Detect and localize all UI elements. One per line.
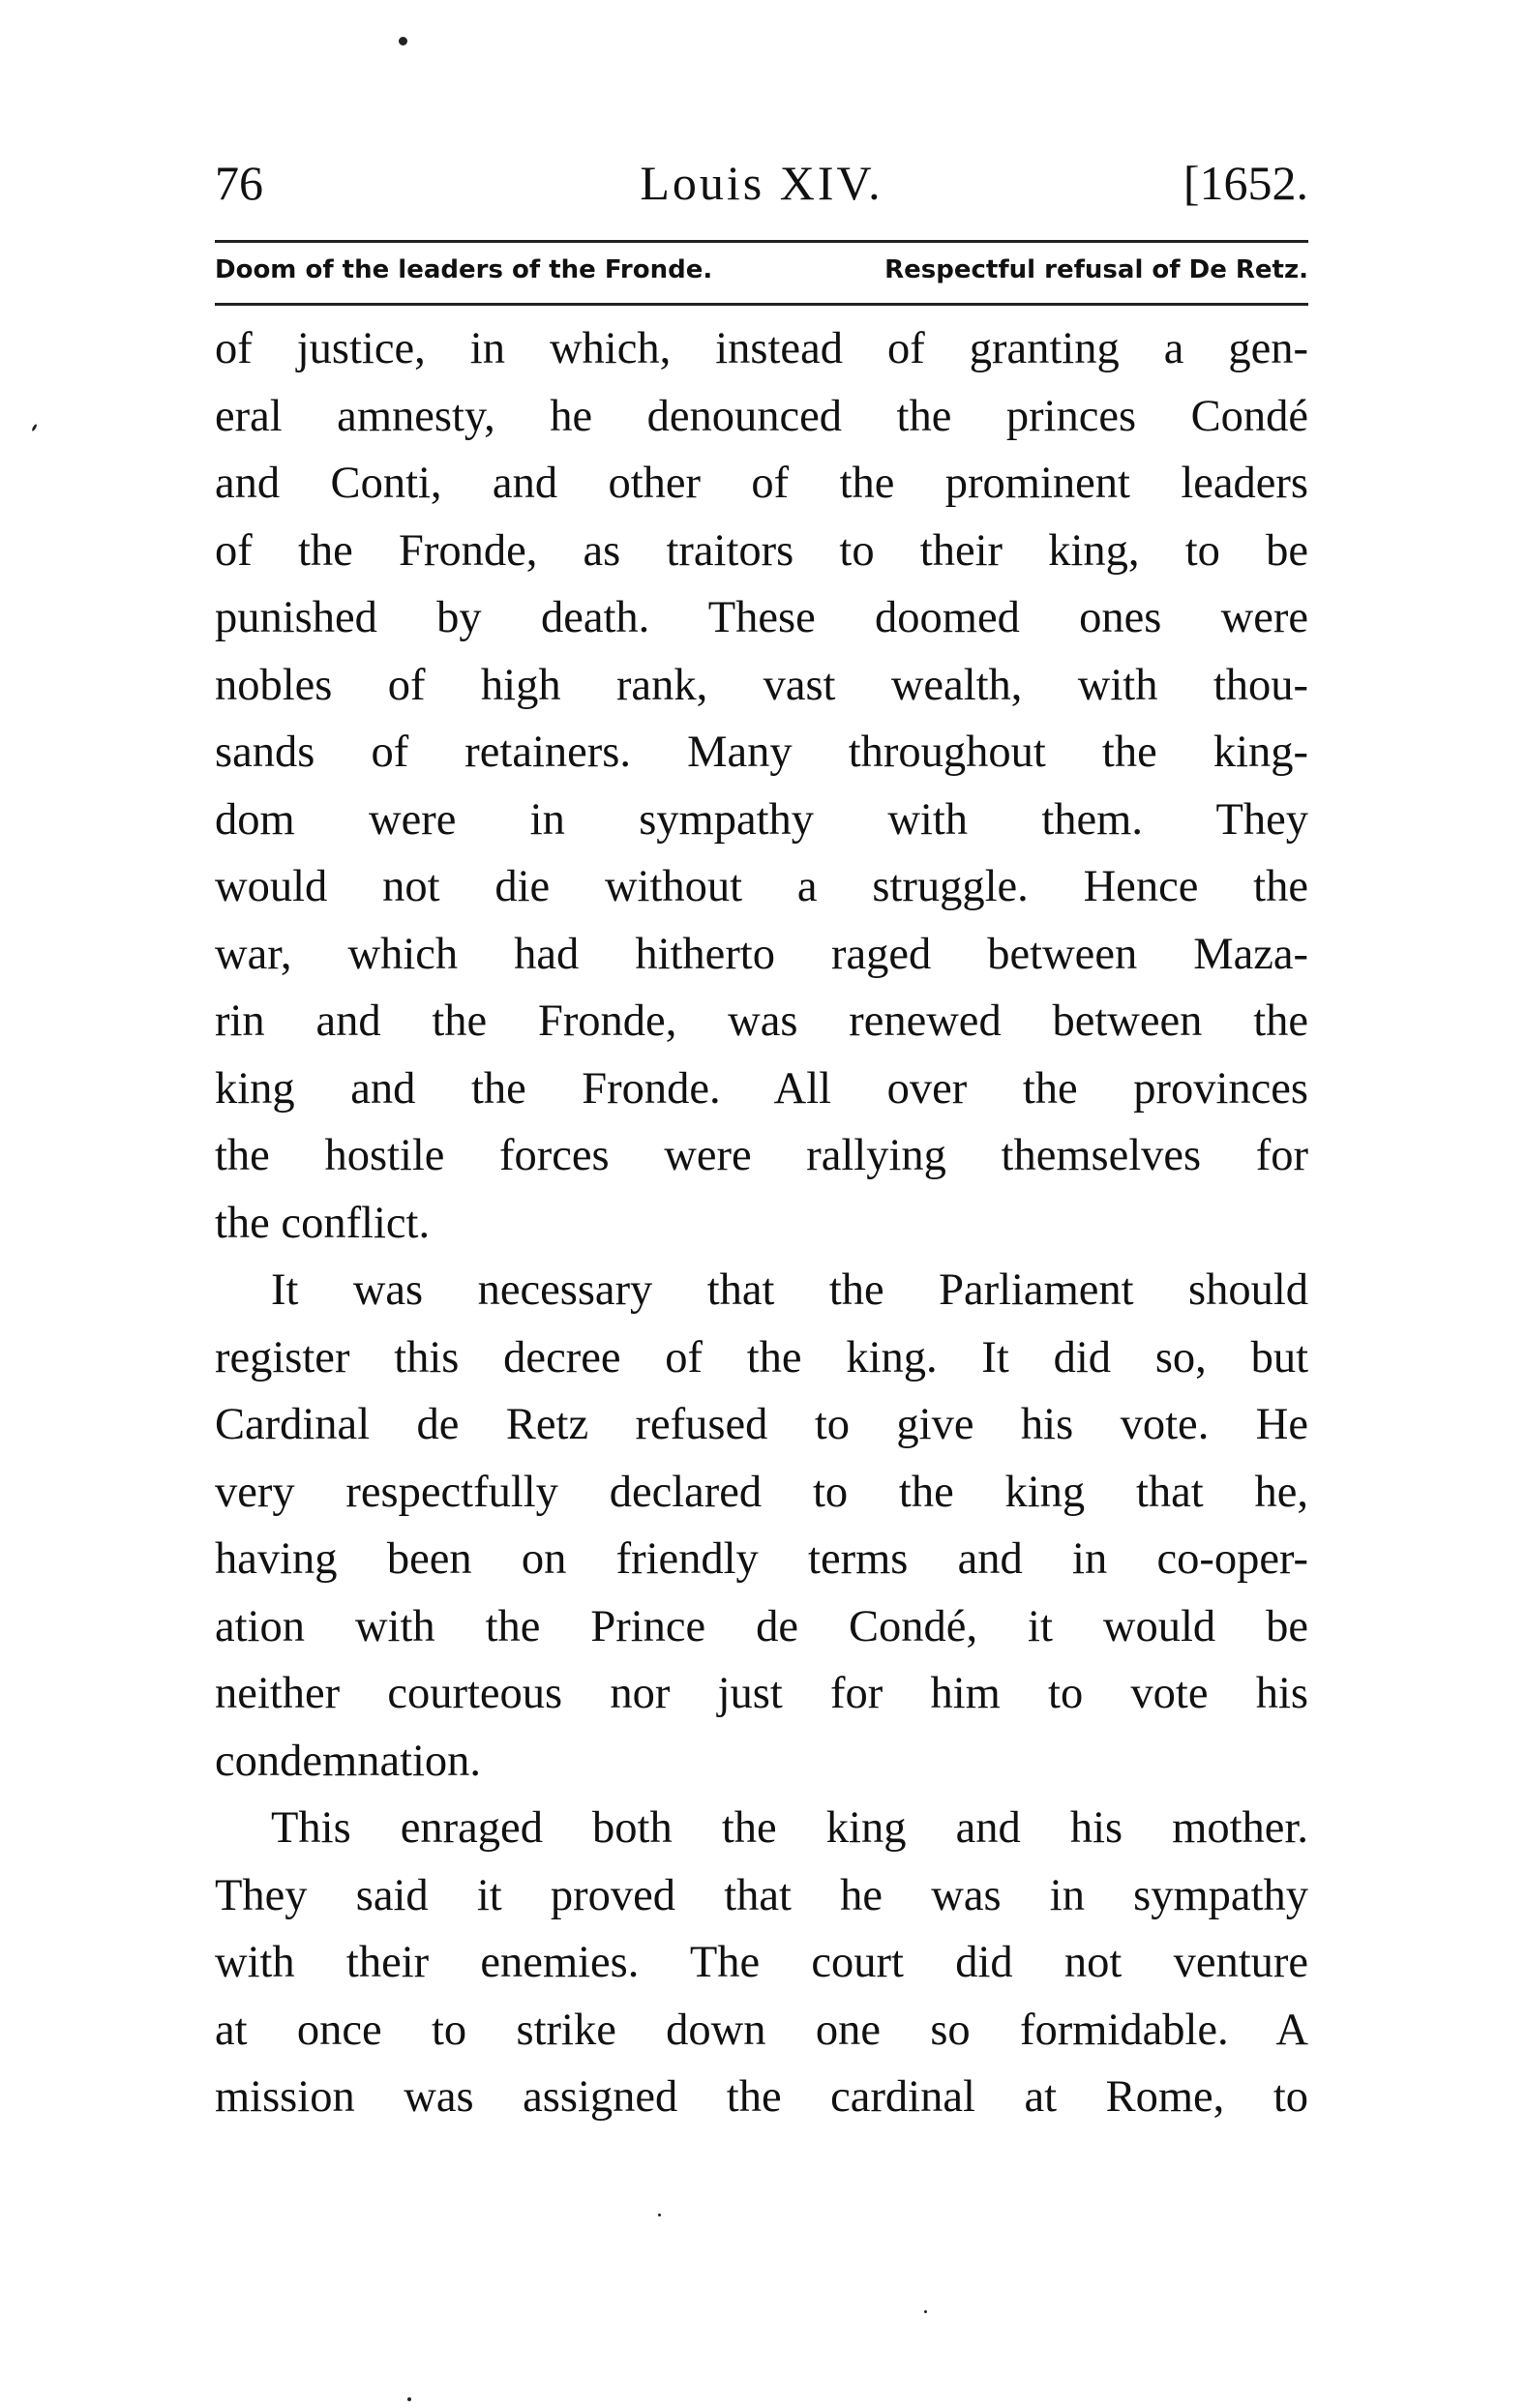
running-year: [1652.	[1183, 156, 1308, 210]
text-line: dom were in sympathy with them. They	[215, 794, 1308, 845]
header-rule-top	[215, 240, 1308, 243]
text-line: register this decree of the king. It did so, but	[215, 1332, 1308, 1382]
header-rule-bottom	[215, 303, 1308, 306]
text-line: of the Fronde, as traitors to their king, to be	[215, 525, 1308, 576]
text-line: punished by death. These doomed ones were	[215, 593, 1308, 642]
text-line: This enraged both the king and his mother.	[271, 1803, 1308, 1853]
paragraph-2	[215, 1257, 1308, 1795]
text-line: Cardinal de Retz refused to give his vote. He	[215, 1400, 1308, 1449]
text-line: neither courteous nor just for him to vote his	[215, 1669, 1308, 1718]
text-line: sands of retainers. Many throughout the king-	[215, 728, 1308, 777]
text-line: It was necessary that the Parliament should	[271, 1265, 1308, 1315]
subheading	[215, 255, 1308, 294]
paragraph-3	[215, 1795, 1308, 2131]
text-line: the conflict.	[215, 1198, 431, 1248]
text-line: at once to strike down one so formidable. A	[215, 2005, 1308, 2055]
text-line: of justice, in which, instead of granting a gen-	[215, 324, 1308, 373]
text-line: the hostile forces were rallying themselves for	[215, 1131, 1308, 1180]
text-line: condemnation.	[215, 1736, 482, 1786]
text-line: war, which had hitherto raged between Maza-	[215, 929, 1308, 979]
running-title: Louis XIV.	[640, 156, 883, 210]
ink-speck	[31, 424, 38, 431]
subheading-left: Doom of the leaders of the Fronde.	[215, 255, 713, 284]
ink-speck	[407, 2397, 411, 2401]
text-line: very respectfully declared to the king that he,	[215, 1467, 1308, 1517]
text-line: nobles of high rank, vast wealth, with thou-	[215, 660, 1308, 710]
paragraph-1	[215, 315, 1308, 1257]
text-line: ation with the Prince de Condé, it would be	[215, 1601, 1308, 1651]
text-line: king and the Fronde. All over the provinces	[215, 1063, 1308, 1114]
page-number: 76	[215, 156, 263, 210]
ink-speck	[924, 2310, 927, 2313]
text-line: They said it proved that he was in sympathy	[215, 1870, 1308, 1920]
text-line: mission was assigned the cardinal at Rome, to	[215, 2072, 1308, 2122]
body-text	[215, 315, 1308, 2131]
running-head	[215, 155, 1308, 232]
text-line: eral amnesty, he denounced the princes Condé	[215, 391, 1308, 441]
text-line: would not die without a struggle. Hence the	[215, 862, 1308, 911]
subheading-right: Respectful refusal of De Retz.	[884, 255, 1308, 284]
text-line: with their enemies. The court did not venture	[215, 1938, 1308, 1987]
text-line: and Conti, and other of the prominent leaders	[215, 459, 1308, 508]
text-line: rin and the Fronde, was renewed between the	[215, 996, 1308, 1046]
ink-speck	[658, 2214, 661, 2216]
ink-speck	[399, 37, 407, 45]
text-line: having been on friendly terms and in co-oper-	[215, 1534, 1308, 1584]
